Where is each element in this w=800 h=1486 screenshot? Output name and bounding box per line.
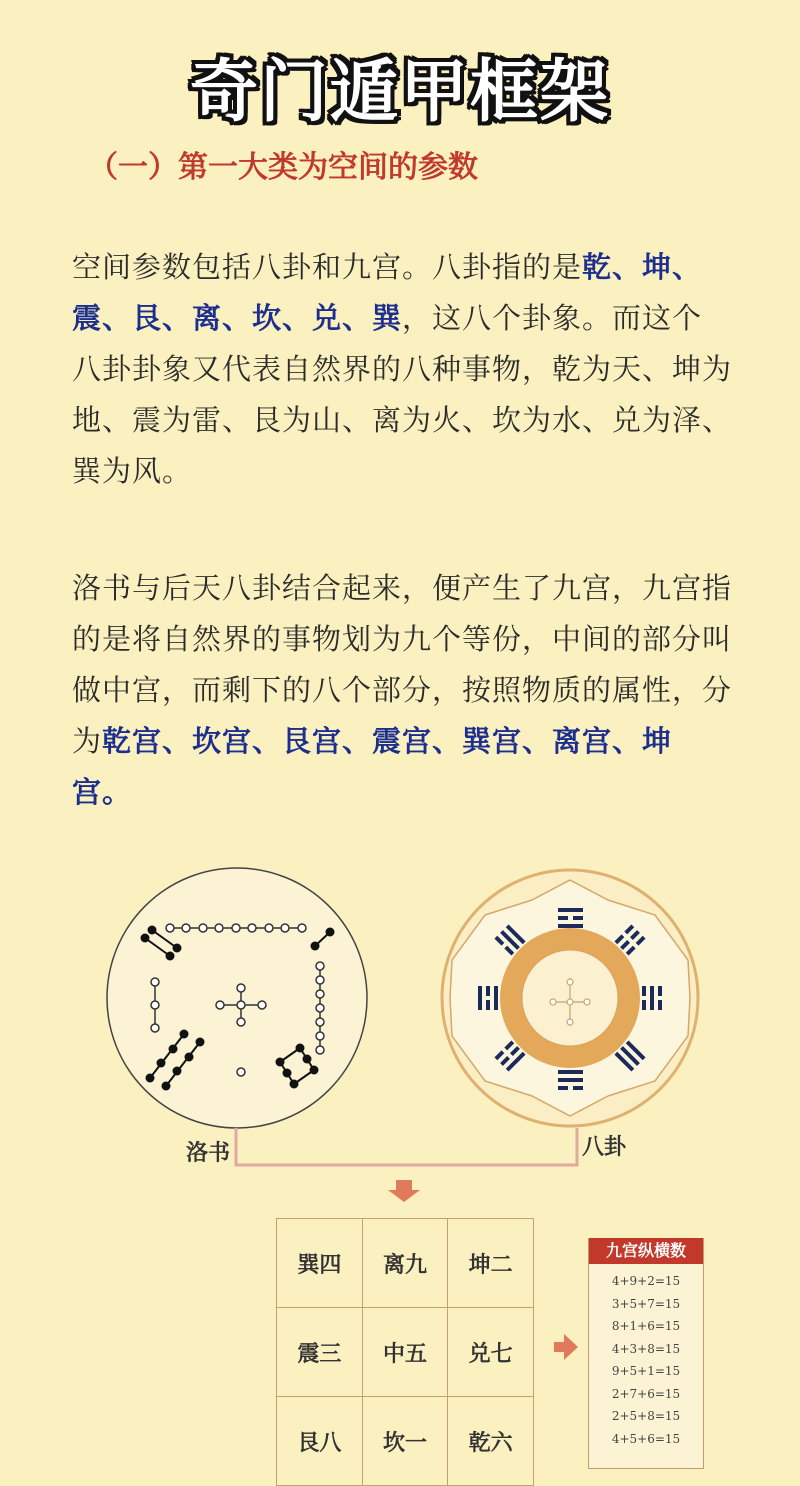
body-text: 洛书与后天八卦结合起来，便产生了九宫，九宫指的是将自然界的事物划为九个等份，中间的部分叫做中宫，而剩下的八个部分，按照物质的属性，分为 [72, 571, 733, 758]
paragraph-bagua [72, 242, 732, 497]
grid-cell: 艮八 [277, 1397, 363, 1486]
one-white-dot [237, 1068, 245, 1076]
body-text: 空间参数包括八卦和九宫。八卦指的是 [72, 250, 583, 284]
grid-cell: 坤二 [448, 1219, 534, 1308]
highlighted-text: 乾、坤、震、艮、离、坎、兑、巽 [72, 250, 703, 335]
sum-equation: 8+1+6=15 [611, 1319, 681, 1333]
body-text: ，这八个卦象。而这个八卦卦象又代表自然界的八种事物，乾为天、坤为地、震为雷、艮为山、离为火、坎为水、兑为泽、巽为风。 [72, 301, 733, 488]
sum-equation: 9+5+1=15 [611, 1364, 681, 1378]
luoshu-figure [107, 868, 367, 1128]
sum-equation: 4+3+8=15 [611, 1341, 681, 1356]
sums-title: 九宫纵横数 [589, 1238, 703, 1264]
highlighted-text: 乾宫、坎宫、艮宫、震宫、巽宫、离宫、坤宫。 [72, 724, 673, 809]
sum-equation: 3+5+7=15 [611, 1296, 681, 1311]
sum-equation: 2+7+6=15 [611, 1386, 681, 1401]
luoshu-bagua-diagram [0, 860, 800, 1210]
grid-row [277, 1219, 534, 1308]
grid-row [277, 1308, 534, 1397]
grid-row [277, 1397, 534, 1486]
sum-equation: 2+5+8=15 [611, 1409, 681, 1423]
nine-white-dots [166, 924, 306, 932]
paragraph-jiugong [72, 563, 732, 818]
grid-cell: 兑七 [448, 1308, 534, 1397]
section-heading: （一）第一大类为空间的参数 [88, 150, 478, 185]
grid-cell: 乾六 [448, 1397, 534, 1486]
bagua-label: 八卦 [582, 1134, 627, 1160]
grid-cell: 巽四 [277, 1219, 363, 1308]
sum-equation: 4+9+2=15 [611, 1274, 681, 1288]
grid-cell: 坎一 [362, 1397, 448, 1486]
right-arrow-icon [554, 1334, 578, 1360]
grid-cell: 震三 [277, 1308, 363, 1397]
sums-box [588, 1238, 704, 1469]
connector-line [236, 1128, 577, 1165]
luoshu-label: 洛书 [186, 1140, 231, 1166]
page-title: 奇门遁甲框架 [189, 53, 610, 132]
jiugong-grid [276, 1218, 534, 1486]
sum-equation: 4+5+6=15 [611, 1431, 681, 1446]
down-arrow-icon [388, 1180, 420, 1202]
grid-cell: 离九 [362, 1219, 448, 1308]
grid-cell: 中五 [362, 1308, 448, 1397]
bagua-figure [442, 870, 698, 1126]
